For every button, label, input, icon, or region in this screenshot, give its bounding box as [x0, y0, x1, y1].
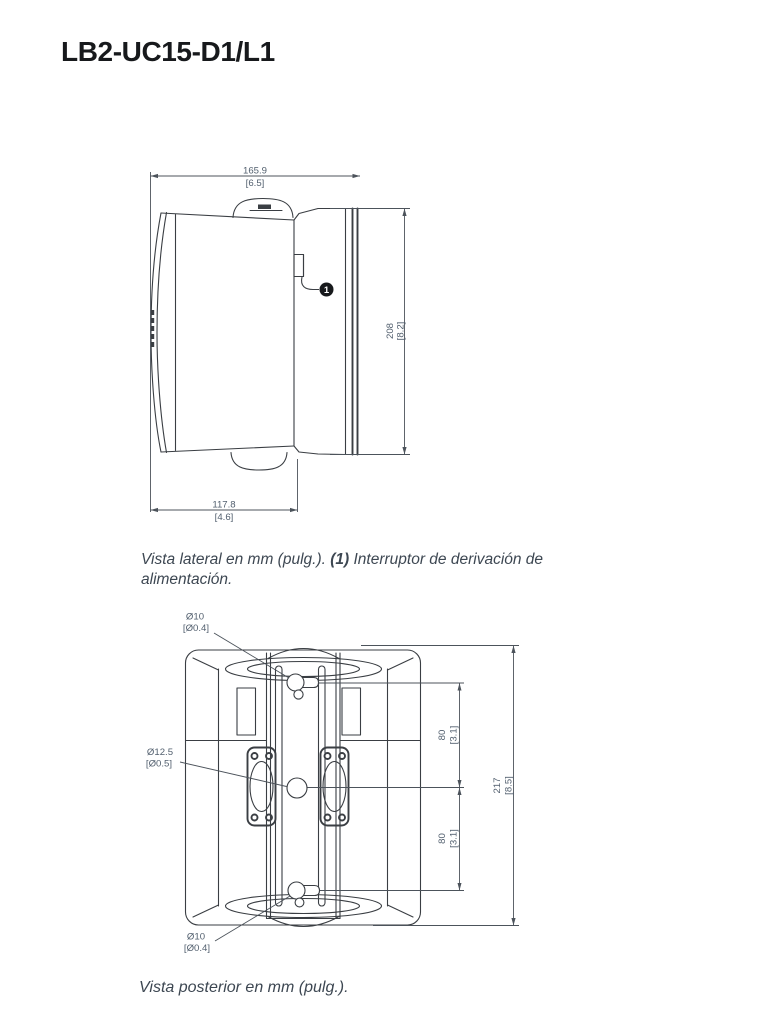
dim-spacing-top-in: [3.1]	[448, 725, 460, 745]
rear-view-dimension-lines	[308, 646, 520, 926]
mounting-bracket	[267, 653, 341, 919]
rear-view-caption: Vista posterior en mm (pulg.).	[139, 979, 349, 996]
label-hole-mid-mm: Ø12.5	[146, 747, 174, 758]
dim-spacing-top-mm: 80	[437, 729, 448, 741]
rear-view-dimension-text	[437, 726, 515, 848]
side-view-dimension-lines	[151, 172, 411, 512]
rear-view-drawing	[133, 598, 543, 963]
dim-spacing-bottom-mm: 80	[437, 833, 448, 844]
caption-side-text2: Interruptor de derivación de alimentación.	[141, 550, 544, 588]
dim-depth-mm: 117.8	[212, 499, 236, 511]
label-hole-bottom-in: [Ø0.4]	[183, 943, 211, 954]
caption-side-marker: (1)	[330, 550, 350, 568]
caption-side-text: Vista lateral en mm (pulg.).	[141, 550, 331, 568]
label-hole-top-mm: Ø10	[185, 611, 205, 623]
dim-depth-in: [4.6]	[214, 512, 234, 523]
label-hole-bottom-mm: Ø10	[186, 931, 206, 943]
dim-width-mm: 165.9	[242, 165, 268, 177]
callout-1-number: 1	[323, 285, 330, 296]
dim-total-mm: 217	[492, 777, 503, 794]
dim-height-mm: 208	[385, 322, 396, 340]
page-title: LB2-UC15-D1/L1	[61, 36, 275, 67]
side-view-dimension-text	[212, 166, 406, 524]
label-hole-top-in: [Ø0.4]	[182, 623, 210, 634]
callout-1	[302, 277, 334, 297]
center-hole	[287, 778, 307, 798]
side-view-drawing	[130, 160, 430, 530]
dim-height-in: [8.2]	[395, 321, 407, 341]
dim-total-in: [8.5]	[503, 776, 515, 795]
label-hole-mid-in: [Ø0.5]	[145, 758, 173, 770]
bypass-switch	[294, 255, 316, 277]
dim-width-in: [6.5]	[245, 178, 265, 189]
side-view-caption	[141, 550, 596, 591]
speaker-side-outline	[151, 199, 358, 471]
dim-spacing-bottom-in: [3.1]	[448, 829, 460, 848]
